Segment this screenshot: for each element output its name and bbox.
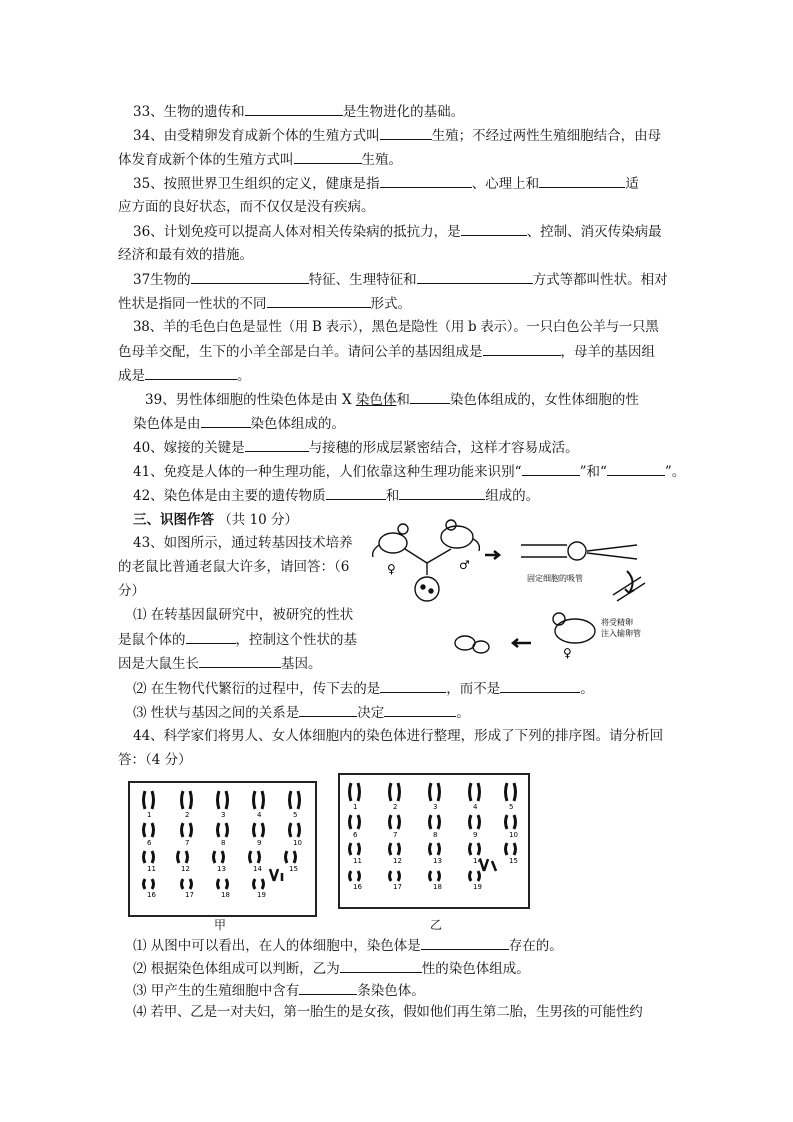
blank[interactable] — [267, 293, 371, 308]
chromosome-pair — [254, 823, 264, 837]
q43-1: ⑴ 在转基因鼠研究中，被研究的性状 — [133, 607, 354, 623]
chromosome — [514, 783, 516, 801]
blank[interactable] — [461, 221, 527, 236]
q44-1: ⑴ 从图中可以看出，在人的体细胞中，染色体是 存在的。 — [133, 935, 563, 956]
q43-1-cont2: 因是大鼠生长 基因。 — [118, 653, 322, 674]
chromosome-number: 8 — [433, 831, 438, 839]
transgenic-mouse-figure — [365, 515, 675, 665]
chromosome — [478, 843, 480, 855]
chromosome — [262, 823, 264, 837]
chromosome-pair — [430, 843, 440, 855]
chromosome-pair — [144, 823, 154, 837]
arrow-left-icon — [513, 639, 531, 647]
chromosome — [186, 851, 188, 863]
chromosome — [290, 823, 292, 837]
chromosome-number: 9 — [473, 831, 478, 839]
chromosome — [182, 791, 184, 809]
blank[interactable] — [380, 173, 472, 188]
chromosome — [190, 791, 192, 809]
chromosome-pair — [178, 851, 188, 863]
chromosome-pair — [506, 783, 516, 801]
chromosome — [298, 791, 300, 809]
blank[interactable] — [340, 958, 422, 973]
chromosome-pair — [218, 879, 228, 889]
chromosome — [262, 791, 264, 809]
chromosome — [226, 879, 228, 889]
female-mouse-icon — [373, 524, 408, 557]
chromosome-number: 9 — [257, 839, 262, 847]
chromosome — [152, 823, 154, 837]
chromosome-number: 14 — [473, 857, 482, 865]
blank[interactable] — [380, 678, 446, 693]
figure-label: 将受精卵 — [601, 618, 633, 627]
q35: 35、按照世界卫生组织的定义，健康是指 、心理上和 适 — [133, 173, 639, 194]
chromosome-pair — [214, 851, 224, 863]
chromosome — [398, 783, 400, 801]
chromosome-pair — [506, 815, 516, 829]
q39: 39、男性体细胞的性染色体是由 X 染色体和 染色体组成的，女性体细胞的性 — [145, 389, 639, 410]
chromosome — [218, 823, 220, 837]
q37-cont: 性状是指同一性状的不同 形式。 — [118, 293, 411, 314]
blank[interactable] — [417, 269, 533, 284]
chromosome-number: 17 — [185, 891, 194, 899]
q43-2: ⑵ 在生物代代繁衍的过程中，传下去的是 ，而不是 。 — [133, 678, 594, 699]
chromosome-number: 15 — [509, 857, 518, 865]
chromosome-number: 19 — [257, 891, 266, 899]
chromosome-pair — [218, 791, 228, 809]
chromosome — [398, 815, 400, 829]
chromosome-number: 7 — [393, 831, 398, 839]
chromosome-pair — [144, 791, 154, 809]
chromosome-number: 5 — [509, 803, 514, 811]
chromosome-pair — [390, 783, 400, 801]
chromosome — [430, 783, 432, 801]
chromosome — [358, 871, 360, 881]
chromosome-number: 2 — [393, 803, 398, 811]
chromosome-pair — [254, 791, 264, 809]
chromosome-pair — [470, 783, 480, 801]
chromosome-number: 12 — [181, 865, 190, 873]
blank[interactable] — [539, 173, 625, 188]
chromosome — [438, 783, 440, 801]
chromosome-pair — [350, 815, 360, 829]
chromosome — [226, 823, 228, 837]
blank[interactable] — [245, 101, 343, 116]
blank[interactable] — [299, 980, 357, 995]
q42: 42、染色体是由主要的遗传物质 和 组成的。 — [133, 485, 539, 506]
q38-cont: 色母羊交配，生下的小羊全部是白羊。请问公羊的基因组成是 ，母羊的基因组 — [118, 341, 655, 362]
chromosome-pair — [470, 871, 480, 881]
q36: 36、计划免疫可以提高人体对相关传染病的抵抗力，是 、控制、消灭传染病最 — [133, 221, 662, 242]
chromosome — [390, 843, 392, 855]
q44-cont: 答：（4 分） — [118, 752, 192, 768]
q43-cont2: 分） — [118, 583, 145, 599]
chromosome-number: 15 — [289, 865, 298, 873]
chromosome-pair — [182, 879, 192, 889]
female-symbol: ♀ — [387, 562, 396, 576]
chromosome — [398, 871, 400, 881]
chromosome — [178, 851, 180, 863]
q36-cont: 经济和最有效的措施。 — [118, 247, 253, 263]
blank[interactable] — [186, 629, 236, 644]
chromosome — [430, 871, 432, 881]
blank[interactable] — [380, 125, 432, 140]
chromosome-number: 3 — [433, 803, 438, 811]
chromosome — [218, 879, 220, 889]
chromosome — [254, 879, 256, 889]
chromosome — [438, 871, 440, 881]
chromosome — [144, 879, 146, 889]
chromosome — [438, 815, 440, 829]
chromosome-pair — [430, 871, 440, 881]
chromosome — [506, 843, 508, 855]
q39-cont: 染色体是由 染色体组成的。 — [133, 413, 345, 434]
blank[interactable] — [191, 269, 309, 284]
chromosome-number: 13 — [433, 857, 442, 865]
chromosome-pair — [290, 823, 300, 837]
chromosome-number: 3 — [221, 811, 226, 819]
chromosome-pair — [470, 815, 480, 829]
chromosome — [470, 871, 472, 881]
chromosome — [506, 815, 508, 829]
q35-cont: 应方面的良好状态，而不仅仅是没有疾病。 — [118, 199, 375, 215]
blank[interactable] — [500, 678, 580, 693]
chromosome — [152, 879, 154, 889]
blank[interactable] — [294, 149, 362, 164]
chromosome-number: 18 — [221, 891, 230, 899]
chromosome-number: 11 — [147, 865, 156, 873]
chromosome-pair — [286, 851, 296, 863]
sex-chromosomes-xx — [480, 859, 496, 871]
q38-cont2: 成是 。 — [118, 365, 251, 386]
chromosome — [478, 815, 480, 829]
chromosome — [358, 843, 360, 855]
chromosome — [152, 851, 154, 863]
chromosome — [478, 871, 480, 881]
chromosome — [430, 843, 432, 855]
chromosome-number: 11 — [353, 857, 362, 865]
chromosome-pair — [144, 879, 154, 889]
chromosome-pair — [350, 783, 360, 801]
chromosome — [190, 879, 192, 889]
chromosome — [470, 783, 472, 801]
chromosome-number: 13 — [217, 865, 226, 873]
chromosome-pair — [290, 791, 300, 809]
chromosome — [430, 815, 432, 829]
male-symbol: ♂ — [459, 558, 470, 572]
chromosome — [350, 783, 352, 801]
blank[interactable] — [145, 365, 237, 380]
blank[interactable] — [399, 485, 485, 500]
q34: 34、由受精卵发育成新个体的生殖方式叫 生殖；不经过两性生殖细胞结合，由母 — [133, 125, 661, 146]
chromosome — [286, 851, 288, 863]
chromosome-number: 19 — [473, 883, 482, 891]
chromosome — [514, 815, 516, 829]
q44-4: ⑷ 若甲、乙是一对夫妇，第一胎生的是女孩，假如他们再生第二胎，生男孩的可能性约 — [133, 1004, 643, 1020]
chromosome-number: 5 — [293, 811, 298, 819]
chromosome-pair — [470, 843, 480, 855]
q44: 44、科学家们将男人、女人体细胞内的染色体进行整理，形成了下列的排序图。请分析回 — [133, 728, 664, 744]
chromosome-number: 4 — [473, 803, 478, 811]
chromosome-pair — [182, 823, 192, 837]
q40: 40、嫁接的关键是 与接穗的形成层紧密结合，这样才容易成活。 — [133, 437, 579, 458]
sex-chromosomes-xy — [270, 869, 282, 881]
chromosome-number: 14 — [253, 865, 262, 873]
section-heading: 三、识图作答 （共 10 分） — [133, 512, 299, 528]
chromosome-pair — [430, 783, 440, 801]
karyotype-male — [128, 781, 317, 917]
chromosome-pair — [182, 791, 192, 809]
chromosome-number: 1 — [353, 803, 358, 811]
q43: 43、如图所示，通过转基因技术培养 — [133, 535, 353, 551]
injection-needle-icon — [613, 577, 645, 601]
chromosome-number: 10 — [509, 831, 518, 839]
chromosome — [190, 823, 192, 837]
blank[interactable] — [245, 437, 309, 452]
chromosome — [226, 791, 228, 809]
chromosome — [254, 823, 256, 837]
q41: 41、免疫是人体的一种生理功能，人们依靠这种生理功能来识别“ ”和“ ”。 — [133, 461, 685, 482]
chromosome — [144, 791, 146, 809]
chromosome — [254, 791, 256, 809]
chromosome — [152, 791, 154, 809]
chromosome — [350, 843, 352, 855]
q34-cont: 体发育成新个体的生殖方式叫 生殖。 — [118, 149, 402, 170]
chromosome-pair — [390, 815, 400, 829]
q37: 37生物的 特征、生理特征和 方式等都叫性状。相对 — [133, 269, 668, 290]
blank[interactable] — [299, 702, 357, 717]
chromosome-number: 16 — [353, 883, 362, 891]
chromosome — [182, 879, 184, 889]
chromosome — [470, 815, 472, 829]
chromosome — [390, 871, 392, 881]
chromosome-number: 7 — [185, 839, 190, 847]
mouse-recipient-icon — [555, 619, 595, 643]
chromosome-pair — [390, 843, 400, 855]
chromosome-number: 16 — [147, 891, 156, 899]
chromosome — [478, 783, 480, 801]
blank[interactable] — [326, 485, 386, 500]
chromosome — [222, 851, 224, 863]
chromosome — [144, 851, 146, 863]
chromosome-pair — [430, 815, 440, 829]
chromosome-number: 2 — [185, 811, 190, 819]
chromosome — [514, 843, 516, 855]
blank[interactable] — [201, 413, 251, 428]
chromosome-pair — [250, 851, 260, 863]
chromosome — [218, 791, 220, 809]
chromosome — [258, 851, 260, 863]
chromosome — [298, 823, 300, 837]
baby-mouse-icon — [455, 636, 475, 650]
chromosome-number: 8 — [221, 839, 226, 847]
chromosome — [290, 791, 292, 809]
chromosome-pair — [350, 871, 360, 881]
chromosome-pair — [144, 851, 154, 863]
chromosome — [294, 851, 296, 863]
chromosome — [182, 823, 184, 837]
chromosome-number: 10 — [293, 839, 302, 847]
fertilized-egg-icon — [415, 577, 439, 601]
q43-cont: 的老鼠比普通老鼠大许多，请回答：（6 — [118, 559, 350, 575]
chromosome — [350, 871, 352, 881]
caption-jia: 甲 — [214, 918, 227, 932]
q43-3: ⑶ 性状与基因之间的关系是 决定 。 — [133, 702, 470, 723]
chromosome-number: 17 — [393, 883, 402, 891]
chromosome — [390, 783, 392, 801]
chromosome — [390, 815, 392, 829]
chromosome-pair — [390, 871, 400, 881]
figure-label: 固定细胞的吸管 — [527, 574, 583, 583]
blank[interactable] — [522, 461, 580, 476]
chromosome — [350, 815, 352, 829]
blank[interactable] — [199, 653, 281, 668]
blank[interactable] — [384, 702, 456, 717]
chromosome — [262, 879, 264, 889]
karyotype-female — [338, 773, 530, 909]
figure-label: 注入输卵管 — [601, 629, 641, 638]
chromosome-pair — [254, 879, 264, 889]
q43-1-cont: 是鼠个体的 ，控制这个性状的基 — [118, 629, 357, 650]
blank[interactable] — [410, 389, 450, 404]
arrow-icon — [485, 551, 499, 559]
chromosome — [398, 843, 400, 855]
chromosome-number: 12 — [393, 857, 402, 865]
q44-3: ⑶ 甲产生的生殖细胞中含有 条染色体。 — [133, 980, 425, 1001]
female-symbol: ♀ — [563, 646, 572, 660]
blank[interactable] — [607, 461, 665, 476]
chromosome — [438, 843, 440, 855]
chromosome-number: 1 — [147, 811, 152, 819]
q44-2: ⑵ 根据染色体组成可以判断，乙为 性的染色体组成。 — [133, 958, 530, 979]
chromosome-number: 6 — [353, 831, 358, 839]
q33: 33、生物的遗传和 是生物进化的基础。 — [133, 101, 464, 122]
male-mouse-icon — [441, 520, 479, 551]
chromosome — [358, 815, 360, 829]
blank[interactable] — [421, 935, 509, 950]
pipette-icon — [521, 545, 567, 557]
chromosome — [250, 851, 252, 863]
q38: 38、羊的毛色白色是显性（用 B 表示），黑色是隐性（用 b 表示）。一只白色公羊与一只黑 — [133, 319, 659, 335]
chromosome-pair — [350, 843, 360, 855]
chromosome — [214, 851, 216, 863]
chromosome — [470, 843, 472, 855]
chromosome-pair — [506, 843, 516, 855]
chromosome-number: 6 — [147, 839, 152, 847]
chromosome — [144, 823, 146, 837]
caption-yi: 乙 — [430, 918, 443, 932]
chromosome-pair — [218, 823, 228, 837]
chromosome-number: 4 — [257, 811, 262, 819]
blank[interactable] — [483, 341, 561, 356]
chromosome — [358, 783, 360, 801]
chromosome-number: 18 — [433, 883, 442, 891]
chromosome — [506, 783, 508, 801]
